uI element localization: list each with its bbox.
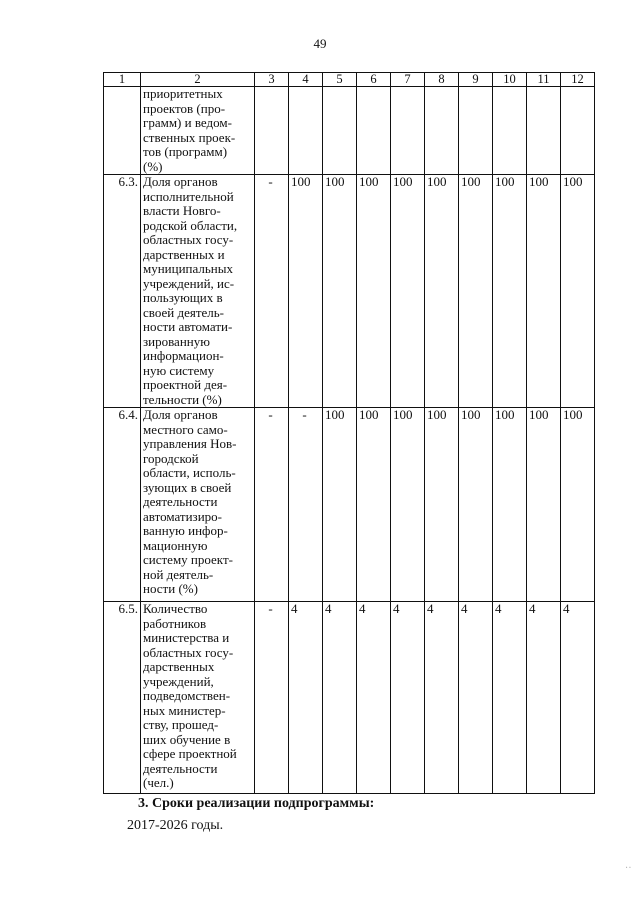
value-cell: 100 (493, 175, 527, 408)
table-header-row (104, 73, 595, 87)
description-line: проектной дея- (143, 377, 228, 392)
value-cell: 100 (391, 408, 425, 602)
description-line: управления Нов- (143, 436, 237, 451)
table-row (104, 408, 595, 602)
description-line: ших обучение в (143, 731, 231, 747)
description-line: исполнительной (143, 188, 234, 204)
value-cell: 100 (527, 175, 561, 408)
header-cell: 1 (104, 73, 141, 87)
description-line: грамм) и ведом- (143, 115, 232, 130)
value-cell: - (255, 602, 289, 794)
value-cell: 4 (289, 602, 323, 794)
section-text: 2017-2026 годы. (127, 818, 224, 833)
page-number: 49 (313, 36, 327, 51)
description-line: министерства и (143, 630, 230, 645)
value-cell (561, 87, 595, 175)
description-line: своей деятель- (143, 304, 225, 320)
value-cell (289, 87, 323, 175)
header-cell: 3 (255, 73, 289, 87)
description-line: систему проект- (143, 552, 233, 567)
description-line: учреждений, ис- (143, 275, 235, 291)
header-cell: 2 (141, 73, 255, 87)
value-cell: 100 (459, 408, 493, 602)
description-line: областных госу- (143, 232, 234, 247)
value-cell: 100 (391, 175, 425, 408)
value-cell: 4 (425, 602, 459, 794)
value-cell (527, 87, 561, 175)
value-cell: 100 (425, 408, 459, 602)
value-cell: 100 (425, 175, 459, 408)
description-line: проектов (про- (143, 100, 226, 116)
description-line: тельности (%) (143, 391, 222, 407)
table-body (104, 73, 595, 794)
description-line: работников (143, 615, 207, 631)
value-cell (323, 87, 357, 175)
row-number: 6.4. (104, 408, 141, 602)
header-cell: 7 (391, 73, 425, 87)
value-cell: 100 (561, 175, 595, 408)
description-line: ной деятель- (143, 566, 214, 582)
header-cell: 4 (289, 73, 323, 87)
header-cell: 9 (459, 73, 493, 87)
value-cell (459, 87, 493, 175)
description-line: родской области, (143, 217, 238, 233)
description-line: ную систему (143, 362, 215, 378)
row-number (104, 87, 141, 175)
value-cell: 4 (357, 602, 391, 794)
description-line: пользующих в (143, 290, 223, 305)
description-line: городской (143, 450, 199, 466)
value-cell: 4 (391, 602, 425, 794)
description-line: подведомствен- (143, 688, 231, 703)
row-number: 6.3. (104, 175, 141, 408)
row-number: 6.5. (104, 602, 141, 794)
description-line: автоматизиро- (143, 508, 222, 524)
description-line: Доля органов (143, 174, 218, 189)
description-line: местного само- (143, 421, 228, 437)
value-cell: 100 (323, 408, 357, 602)
value-cell (255, 87, 289, 175)
header-cell: 5 (323, 73, 357, 87)
description-line: Доля органов (143, 407, 218, 422)
description-line: (%) (143, 158, 163, 174)
indicator-description (141, 602, 255, 794)
indicators-table (103, 72, 595, 794)
value-cell: 100 (493, 408, 527, 602)
description-line: ству, прошед- (143, 717, 219, 732)
description-line: муниципальных (143, 261, 234, 276)
description-line: власти Новго- (143, 203, 221, 218)
value-cell (425, 87, 459, 175)
description-line: мационную (143, 537, 208, 553)
value-cell (493, 87, 527, 175)
table-row (104, 602, 595, 794)
value-cell: 100 (357, 408, 391, 602)
description-line: ственных проек- (143, 129, 236, 145)
value-cell: - (255, 408, 289, 602)
table-row (104, 175, 595, 408)
description-line: области, исполь- (143, 465, 236, 480)
value-cell: 100 (289, 175, 323, 408)
header-cell: 8 (425, 73, 459, 87)
description-line: зующих в своей (143, 479, 232, 495)
description-line: Количество (143, 601, 208, 616)
value-cell: 100 (357, 175, 391, 408)
value-cell (391, 87, 425, 175)
indicator-description (141, 408, 255, 602)
description-line: информацион- (143, 348, 224, 363)
value-cell: 4 (493, 602, 527, 794)
description-line: деятельности (143, 494, 218, 509)
description-line: ности (%) (143, 581, 198, 596)
header-cell: 6 (357, 73, 391, 87)
description-line: зированную (143, 333, 210, 349)
header-cell: 11 (527, 73, 561, 87)
description-line: ванную инфор- (143, 523, 228, 538)
value-cell: 100 (323, 175, 357, 408)
description-line: дарственных и (143, 246, 225, 262)
value-cell: 100 (459, 175, 493, 408)
value-cell: - (255, 175, 289, 408)
value-cell (357, 87, 391, 175)
scan-edge-mark: : (624, 866, 634, 869)
description-line: тов (программ) (143, 144, 228, 159)
description-line: ных министер- (143, 702, 226, 718)
table-row (104, 87, 595, 175)
description-line: деятельности (143, 760, 218, 776)
indicator-description (141, 175, 255, 408)
description-line: приоритетных (143, 86, 223, 101)
description-line: ности автомати- (143, 319, 233, 334)
description-line: областных госу- (143, 644, 234, 660)
value-cell: 4 (527, 602, 561, 794)
value-cell: 4 (459, 602, 493, 794)
description-line: дарственных (143, 659, 215, 674)
description-line: учреждений, (143, 673, 214, 689)
value-cell: 100 (561, 408, 595, 602)
header-cell: 12 (561, 73, 595, 87)
value-cell: 4 (561, 602, 595, 794)
description-line: (чел.) (143, 775, 174, 790)
description-line: сфере проектной (143, 746, 237, 761)
value-cell: 100 (527, 408, 561, 602)
header-cell: 10 (493, 73, 527, 87)
indicator-description (141, 87, 255, 175)
section-heading: 3. Сроки реализации подпрограммы: (138, 796, 375, 811)
value-cell: 4 (323, 602, 357, 794)
value-cell: - (289, 408, 323, 602)
